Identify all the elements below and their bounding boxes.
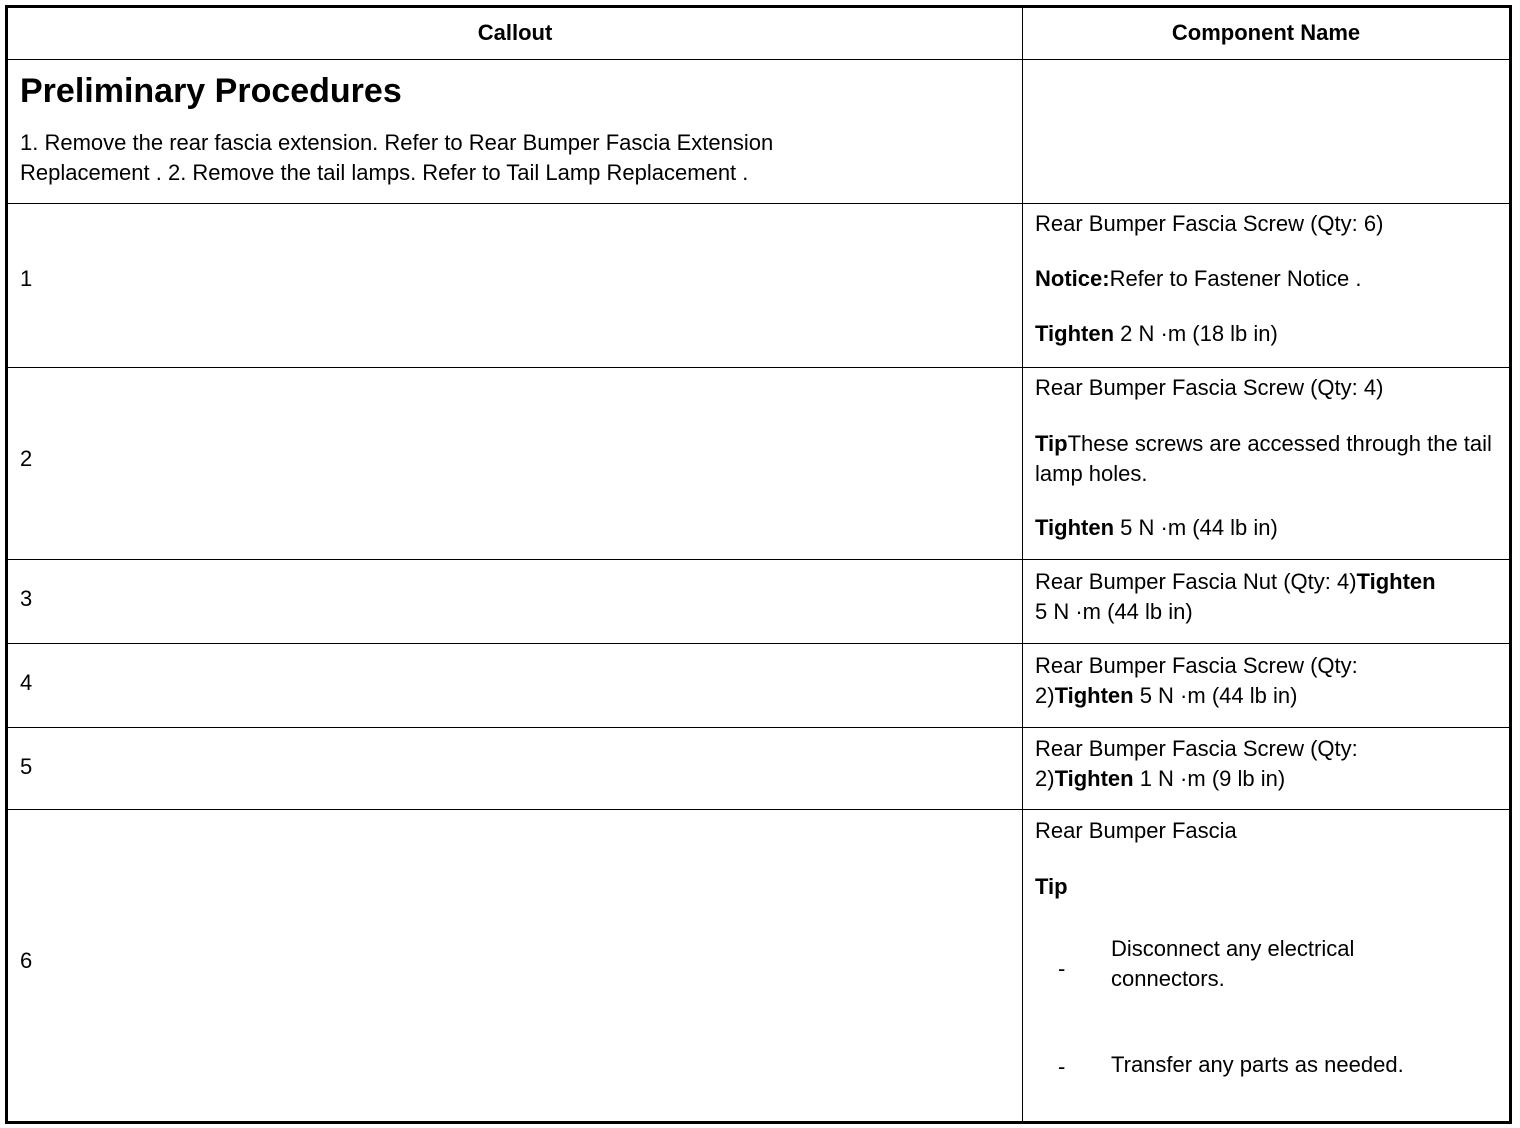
tip-text: These screws are accessed through the tail lamp holes. [1035, 431, 1492, 486]
component-name-header: Component Name [1171, 20, 1361, 45]
bullet-marker: - [1058, 956, 1066, 981]
tighten-value: 2 N ·m (18 lb in) [1114, 321, 1278, 346]
component-line [1035, 567, 1495, 627]
component-name: Rear Bumper Fascia [1035, 818, 1237, 843]
callout-number: 1 [20, 266, 33, 291]
tighten-value: 5 N ·m (44 lb in) [1114, 515, 1278, 540]
bullet-text: Transfer any parts as needed. [1111, 1052, 1404, 1077]
component-line [1035, 651, 1429, 711]
tighten-label: Tighten [1356, 569, 1436, 594]
callout-header: Callout [8, 8, 1023, 59]
callout-number: 5 [20, 754, 33, 779]
tighten-label: Tighten [1054, 766, 1134, 791]
callout-number: 6 [20, 948, 33, 973]
tighten-line [1035, 319, 1495, 349]
tighten-line [1035, 513, 1495, 543]
component-name: Rear Bumper Fascia Screw (Qty: 2) [1035, 653, 1358, 708]
tighten-label: Tighten [1035, 321, 1115, 346]
component-name: Rear Bumper Fascia Nut (Qty: 4) [1035, 569, 1357, 594]
tip-line [1035, 429, 1495, 489]
callout-number: 2 [20, 446, 33, 471]
component-name: Rear Bumper Fascia Screw (Qty: 6) [1035, 211, 1384, 236]
table-row [8, 368, 1509, 560]
table-row [8, 204, 1509, 368]
preliminary-row [8, 60, 1509, 204]
tighten-label: Tighten [1054, 683, 1134, 708]
tip-label: Tip [1035, 431, 1068, 456]
tighten-value: 5 N ·m (44 lb in) [1133, 683, 1298, 708]
bullet-marker: - [1058, 1054, 1066, 1079]
notice-line [1035, 264, 1495, 294]
preliminary-text: 1. Remove the rear fascia extension. Refer to Rear Bumper Fascia Extension Replacement . 2. Remove the tail lamps. Refer to Tail Lamp Replacement . [20, 130, 774, 185]
tip-label: Tip [1035, 874, 1068, 899]
component-line [1035, 734, 1429, 794]
tighten-value: 1 N ·m (9 lb in) [1133, 766, 1286, 791]
tighten-label: Tighten [1035, 515, 1115, 540]
bullet-text: Disconnect any electrical connectors. [1111, 936, 1355, 991]
table-row [8, 728, 1509, 810]
notice-label: Notice: [1035, 266, 1110, 291]
component-name: Rear Bumper Fascia Screw (Qty: 2) [1035, 736, 1358, 791]
table-row [8, 810, 1509, 1121]
table-row [8, 560, 1509, 644]
table-row [8, 644, 1509, 728]
callout-number: 3 [20, 586, 33, 611]
notice-text: Refer to Fastener Notice . [1109, 266, 1362, 291]
component-name: Rear Bumper Fascia Screw (Qty: 4) [1035, 375, 1384, 400]
tighten-value: 5 N ·m (44 lb in) [1035, 599, 1193, 624]
preliminary-title: Preliminary Procedures [20, 72, 402, 110]
components-table [5, 5, 1512, 1124]
table-header-row [8, 8, 1509, 60]
callout-number: 4 [20, 670, 33, 695]
